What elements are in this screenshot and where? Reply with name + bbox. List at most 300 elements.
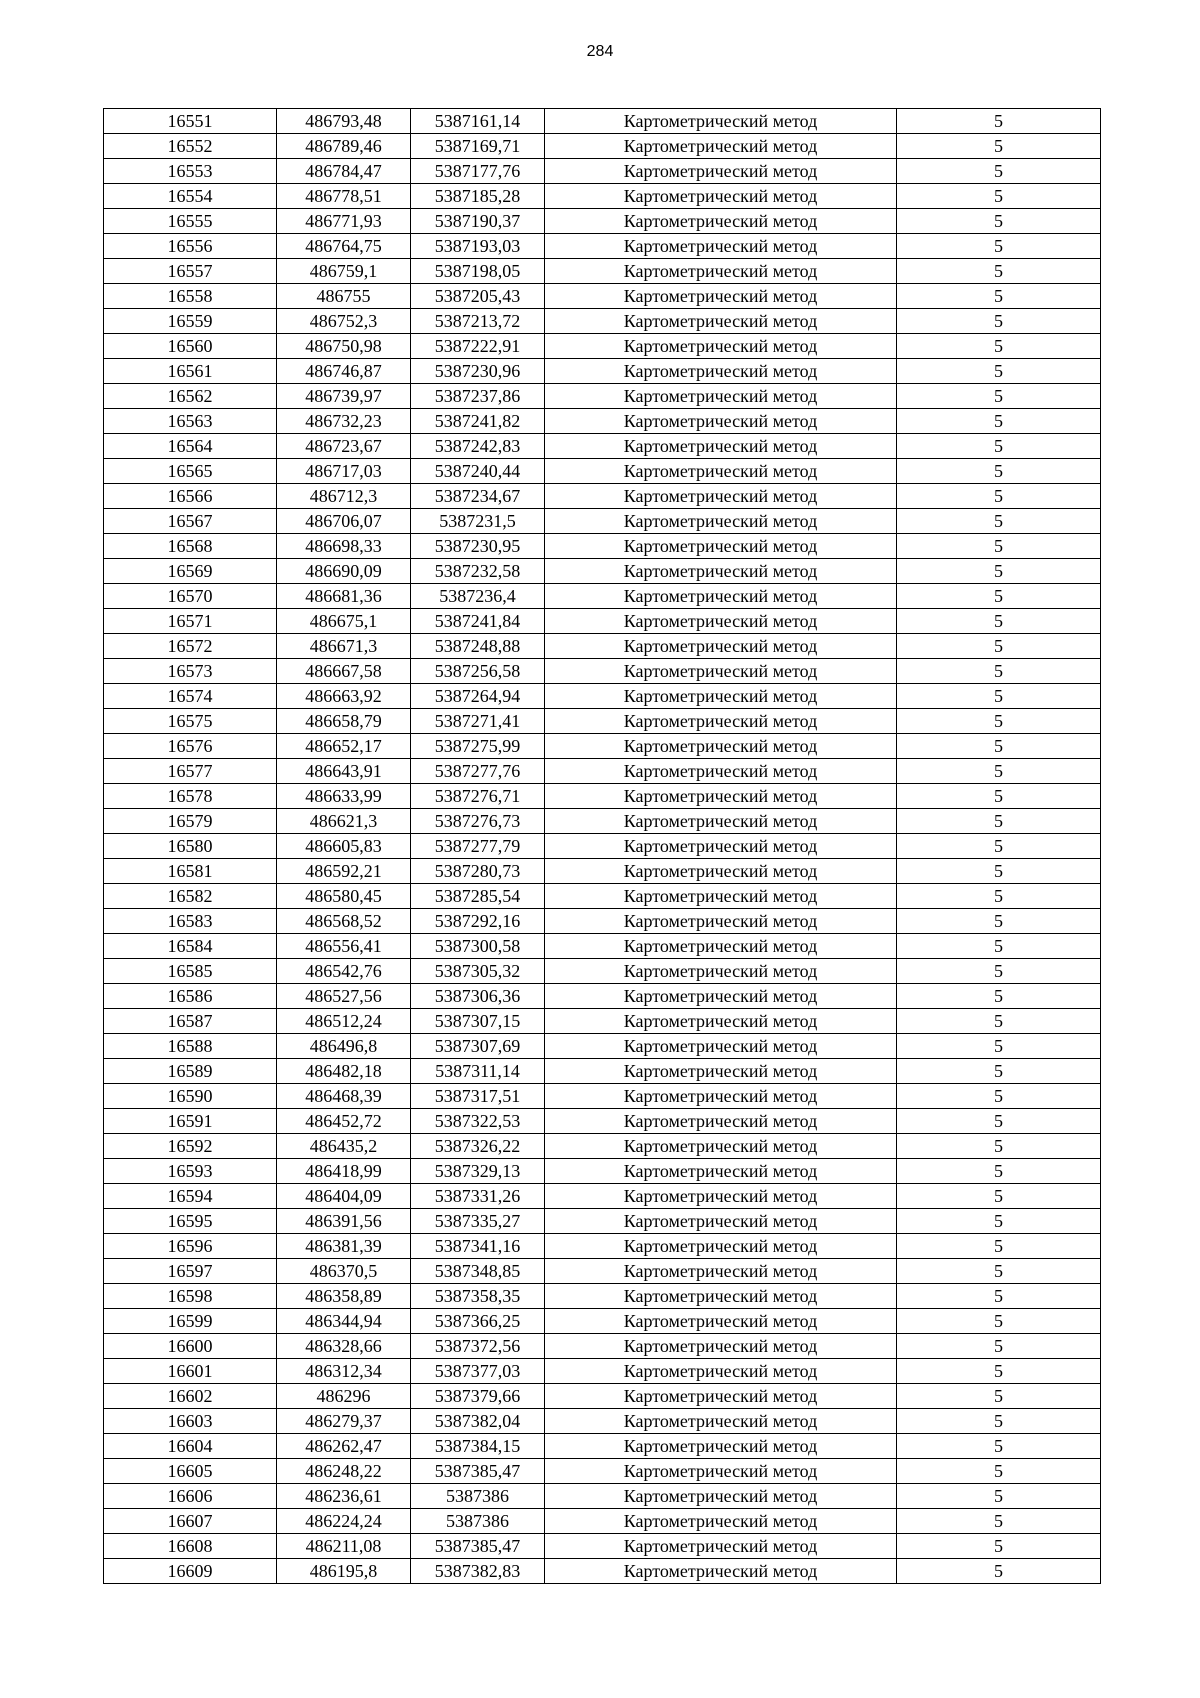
method-cell: Картометрический метод	[545, 284, 897, 309]
accuracy-cell: 5	[897, 1334, 1101, 1359]
method-cell: Картометрический метод	[545, 784, 897, 809]
point-number-cell: 16591	[104, 1109, 277, 1134]
y-coordinate-cell: 5387317,51	[411, 1084, 545, 1109]
accuracy-cell: 5	[897, 609, 1101, 634]
table-row	[104, 259, 1101, 284]
point-number-cell: 16584	[104, 934, 277, 959]
table-row	[104, 1384, 1101, 1409]
method-cell: Картометрический метод	[545, 1184, 897, 1209]
accuracy-cell: 5	[897, 1209, 1101, 1234]
point-number-cell: 16566	[104, 484, 277, 509]
table-row	[104, 409, 1101, 434]
accuracy-cell: 5	[897, 834, 1101, 859]
x-coordinate-cell: 486681,36	[277, 584, 411, 609]
method-cell: Картометрический метод	[545, 609, 897, 634]
y-coordinate-cell: 5387177,76	[411, 159, 545, 184]
x-coordinate-cell: 486723,67	[277, 434, 411, 459]
point-number-cell: 16556	[104, 234, 277, 259]
accuracy-cell: 5	[897, 459, 1101, 484]
accuracy-cell: 5	[897, 709, 1101, 734]
table-row	[104, 1259, 1101, 1284]
x-coordinate-cell: 486759,1	[277, 259, 411, 284]
point-number-cell: 16602	[104, 1384, 277, 1409]
table-row	[104, 1109, 1101, 1134]
accuracy-cell: 5	[897, 234, 1101, 259]
table-row	[104, 284, 1101, 309]
method-cell: Картометрический метод	[545, 434, 897, 459]
accuracy-cell: 5	[897, 1009, 1101, 1034]
table-row	[104, 884, 1101, 909]
point-number-cell: 16580	[104, 834, 277, 859]
point-number-cell: 16553	[104, 159, 277, 184]
table-row	[104, 1434, 1101, 1459]
table-row	[104, 234, 1101, 259]
y-coordinate-cell: 5387382,04	[411, 1409, 545, 1434]
table-row	[104, 434, 1101, 459]
y-coordinate-cell: 5387256,58	[411, 659, 545, 684]
table-row	[104, 1559, 1101, 1584]
x-coordinate-cell: 486621,3	[277, 809, 411, 834]
point-number-cell: 16568	[104, 534, 277, 559]
table-row	[104, 534, 1101, 559]
table-row	[104, 1209, 1101, 1234]
table-row	[104, 634, 1101, 659]
table-row	[104, 834, 1101, 859]
x-coordinate-cell: 486370,5	[277, 1259, 411, 1284]
y-coordinate-cell: 5387326,22	[411, 1134, 545, 1159]
method-cell: Картометрический метод	[545, 559, 897, 584]
accuracy-cell: 5	[897, 1259, 1101, 1284]
table-row	[104, 1009, 1101, 1034]
accuracy-cell: 5	[897, 959, 1101, 984]
method-cell: Картометрический метод	[545, 109, 897, 134]
method-cell: Картометрический метод	[545, 359, 897, 384]
method-cell: Картометрический метод	[545, 1209, 897, 1234]
table-row	[104, 1359, 1101, 1384]
y-coordinate-cell: 5387331,26	[411, 1184, 545, 1209]
y-coordinate-cell: 5387348,85	[411, 1259, 545, 1284]
method-cell: Картометрический метод	[545, 509, 897, 534]
method-cell: Картометрический метод	[545, 1109, 897, 1134]
point-number-cell: 16560	[104, 334, 277, 359]
method-cell: Картометрический метод	[545, 534, 897, 559]
y-coordinate-cell: 5387198,05	[411, 259, 545, 284]
table-row	[104, 734, 1101, 759]
accuracy-cell: 5	[897, 684, 1101, 709]
point-number-cell: 16562	[104, 384, 277, 409]
y-coordinate-cell: 5387384,15	[411, 1434, 545, 1459]
accuracy-cell: 5	[897, 159, 1101, 184]
method-cell: Картометрический метод	[545, 1034, 897, 1059]
y-coordinate-cell: 5387213,72	[411, 309, 545, 334]
point-number-cell: 16588	[104, 1034, 277, 1059]
x-coordinate-cell: 486605,83	[277, 834, 411, 859]
table-row	[104, 384, 1101, 409]
accuracy-cell: 5	[897, 109, 1101, 134]
x-coordinate-cell: 486755	[277, 284, 411, 309]
method-cell: Картометрический метод	[545, 1534, 897, 1559]
method-cell: Картометрический метод	[545, 334, 897, 359]
x-coordinate-cell: 486468,39	[277, 1084, 411, 1109]
method-cell: Картометрический метод	[545, 1384, 897, 1409]
y-coordinate-cell: 5387193,03	[411, 234, 545, 259]
x-coordinate-cell: 486496,8	[277, 1034, 411, 1059]
method-cell: Картометрический метод	[545, 1409, 897, 1434]
point-number-cell: 16563	[104, 409, 277, 434]
y-coordinate-cell: 5387169,71	[411, 134, 545, 159]
method-cell: Картометрический метод	[545, 1134, 897, 1159]
method-cell: Картометрический метод	[545, 584, 897, 609]
accuracy-cell: 5	[897, 659, 1101, 684]
y-coordinate-cell: 5387237,86	[411, 384, 545, 409]
method-cell: Картометрический метод	[545, 1359, 897, 1384]
method-cell: Картометрический метод	[545, 1234, 897, 1259]
accuracy-cell: 5	[897, 359, 1101, 384]
x-coordinate-cell: 486592,21	[277, 859, 411, 884]
y-coordinate-cell: 5387366,25	[411, 1309, 545, 1334]
x-coordinate-cell: 486279,37	[277, 1409, 411, 1434]
table-row	[104, 784, 1101, 809]
x-coordinate-cell: 486764,75	[277, 234, 411, 259]
point-number-cell: 16582	[104, 884, 277, 909]
table-row	[104, 984, 1101, 1009]
method-cell: Картометрический метод	[545, 1459, 897, 1484]
y-coordinate-cell: 5387222,91	[411, 334, 545, 359]
x-coordinate-cell: 486739,97	[277, 384, 411, 409]
point-number-cell: 16587	[104, 1009, 277, 1034]
point-number-cell: 16564	[104, 434, 277, 459]
accuracy-cell: 5	[897, 1409, 1101, 1434]
method-cell: Картометрический метод	[545, 459, 897, 484]
point-number-cell: 16598	[104, 1284, 277, 1309]
accuracy-cell: 5	[897, 1059, 1101, 1084]
x-coordinate-cell: 486542,76	[277, 959, 411, 984]
accuracy-cell: 5	[897, 634, 1101, 659]
method-cell: Картометрический метод	[545, 884, 897, 909]
y-coordinate-cell: 5387372,56	[411, 1334, 545, 1359]
accuracy-cell: 5	[897, 309, 1101, 334]
y-coordinate-cell: 5387386	[411, 1484, 545, 1509]
point-number-cell: 16557	[104, 259, 277, 284]
table-row	[104, 1034, 1101, 1059]
y-coordinate-cell: 5387241,82	[411, 409, 545, 434]
method-cell: Картометрический метод	[545, 1309, 897, 1334]
y-coordinate-cell: 5387305,32	[411, 959, 545, 984]
table-row	[104, 1059, 1101, 1084]
x-coordinate-cell: 486750,98	[277, 334, 411, 359]
x-coordinate-cell: 486712,3	[277, 484, 411, 509]
accuracy-cell: 5	[897, 584, 1101, 609]
x-coordinate-cell: 486568,52	[277, 909, 411, 934]
accuracy-cell: 5	[897, 1134, 1101, 1159]
accuracy-cell: 5	[897, 559, 1101, 584]
point-number-cell: 16583	[104, 909, 277, 934]
point-number-cell: 16578	[104, 784, 277, 809]
table-row	[104, 209, 1101, 234]
point-number-cell: 16559	[104, 309, 277, 334]
y-coordinate-cell: 5387231,5	[411, 509, 545, 534]
table-row	[104, 1309, 1101, 1334]
x-coordinate-cell: 486418,99	[277, 1159, 411, 1184]
y-coordinate-cell: 5387248,88	[411, 634, 545, 659]
y-coordinate-cell: 5387234,67	[411, 484, 545, 509]
accuracy-cell: 5	[897, 884, 1101, 909]
point-number-cell: 16600	[104, 1334, 277, 1359]
point-number-cell: 16579	[104, 809, 277, 834]
table-row	[104, 1134, 1101, 1159]
table-row	[104, 1409, 1101, 1434]
y-coordinate-cell: 5387307,15	[411, 1009, 545, 1034]
y-coordinate-cell: 5387341,16	[411, 1234, 545, 1259]
y-coordinate-cell: 5387277,76	[411, 759, 545, 784]
accuracy-cell: 5	[897, 909, 1101, 934]
table-row	[104, 109, 1101, 134]
point-number-cell: 16585	[104, 959, 277, 984]
coordinates-table-body	[104, 109, 1101, 1584]
accuracy-cell: 5	[897, 259, 1101, 284]
point-number-cell: 16595	[104, 1209, 277, 1234]
x-coordinate-cell: 486404,09	[277, 1184, 411, 1209]
table-row	[104, 1484, 1101, 1509]
y-coordinate-cell: 5387271,41	[411, 709, 545, 734]
accuracy-cell: 5	[897, 409, 1101, 434]
method-cell: Картометрический метод	[545, 659, 897, 684]
y-coordinate-cell: 5387275,99	[411, 734, 545, 759]
table-row	[104, 684, 1101, 709]
accuracy-cell: 5	[897, 134, 1101, 159]
y-coordinate-cell: 5387379,66	[411, 1384, 545, 1409]
method-cell: Картометрический метод	[545, 1484, 897, 1509]
x-coordinate-cell: 486643,91	[277, 759, 411, 784]
table-row	[104, 334, 1101, 359]
point-number-cell: 16558	[104, 284, 277, 309]
y-coordinate-cell: 5387386	[411, 1509, 545, 1534]
y-coordinate-cell: 5387306,36	[411, 984, 545, 1009]
point-number-cell: 16576	[104, 734, 277, 759]
point-number-cell: 16581	[104, 859, 277, 884]
table-row	[104, 859, 1101, 884]
y-coordinate-cell: 5387329,13	[411, 1159, 545, 1184]
x-coordinate-cell: 486746,87	[277, 359, 411, 384]
point-number-cell: 16590	[104, 1084, 277, 1109]
x-coordinate-cell: 486671,3	[277, 634, 411, 659]
x-coordinate-cell: 486312,34	[277, 1359, 411, 1384]
y-coordinate-cell: 5387358,35	[411, 1284, 545, 1309]
x-coordinate-cell: 486789,46	[277, 134, 411, 159]
y-coordinate-cell: 5387311,14	[411, 1059, 545, 1084]
method-cell: Картометрический метод	[545, 259, 897, 284]
point-number-cell: 16574	[104, 684, 277, 709]
accuracy-cell: 5	[897, 1534, 1101, 1559]
accuracy-cell: 5	[897, 209, 1101, 234]
accuracy-cell: 5	[897, 384, 1101, 409]
method-cell: Картометрический метод	[545, 1509, 897, 1534]
method-cell: Картометрический метод	[545, 1559, 897, 1584]
point-number-cell: 16592	[104, 1134, 277, 1159]
accuracy-cell: 5	[897, 859, 1101, 884]
method-cell: Картометрический метод	[545, 1434, 897, 1459]
method-cell: Картометрический метод	[545, 634, 897, 659]
accuracy-cell: 5	[897, 434, 1101, 459]
table-row	[104, 184, 1101, 209]
table-row	[104, 159, 1101, 184]
x-coordinate-cell: 486248,22	[277, 1459, 411, 1484]
point-number-cell: 16608	[104, 1534, 277, 1559]
y-coordinate-cell: 5387285,54	[411, 884, 545, 909]
method-cell: Картометрический метод	[545, 809, 897, 834]
method-cell: Картометрический метод	[545, 684, 897, 709]
point-number-cell: 16565	[104, 459, 277, 484]
accuracy-cell: 5	[897, 1184, 1101, 1209]
table-row	[104, 1234, 1101, 1259]
point-number-cell: 16609	[104, 1559, 277, 1584]
table-row	[104, 1159, 1101, 1184]
point-number-cell: 16575	[104, 709, 277, 734]
method-cell: Картометрический метод	[545, 934, 897, 959]
x-coordinate-cell: 486732,23	[277, 409, 411, 434]
table-row	[104, 359, 1101, 384]
x-coordinate-cell: 486698,33	[277, 534, 411, 559]
y-coordinate-cell: 5387385,47	[411, 1534, 545, 1559]
method-cell: Картометрический метод	[545, 959, 897, 984]
table-row	[104, 659, 1101, 684]
table-row	[104, 959, 1101, 984]
accuracy-cell: 5	[897, 984, 1101, 1009]
x-coordinate-cell: 486358,89	[277, 1284, 411, 1309]
x-coordinate-cell: 486482,18	[277, 1059, 411, 1084]
x-coordinate-cell: 486633,99	[277, 784, 411, 809]
method-cell: Картометрический метод	[545, 409, 897, 434]
table-row	[104, 559, 1101, 584]
point-number-cell: 16571	[104, 609, 277, 634]
table-row	[104, 484, 1101, 509]
table-row	[104, 809, 1101, 834]
point-number-cell: 16551	[104, 109, 277, 134]
point-number-cell: 16589	[104, 1059, 277, 1084]
table-row	[104, 909, 1101, 934]
table-row	[104, 584, 1101, 609]
y-coordinate-cell: 5387276,71	[411, 784, 545, 809]
x-coordinate-cell: 486527,56	[277, 984, 411, 1009]
point-number-cell: 16604	[104, 1434, 277, 1459]
method-cell: Картометрический метод	[545, 309, 897, 334]
point-number-cell: 16552	[104, 134, 277, 159]
accuracy-cell: 5	[897, 1034, 1101, 1059]
method-cell: Картометрический метод	[545, 1259, 897, 1284]
table-row	[104, 1284, 1101, 1309]
method-cell: Картометрический метод	[545, 734, 897, 759]
method-cell: Картометрический метод	[545, 384, 897, 409]
accuracy-cell: 5	[897, 1359, 1101, 1384]
accuracy-cell: 5	[897, 784, 1101, 809]
accuracy-cell: 5	[897, 509, 1101, 534]
x-coordinate-cell: 486328,66	[277, 1334, 411, 1359]
accuracy-cell: 5	[897, 734, 1101, 759]
y-coordinate-cell: 5387190,37	[411, 209, 545, 234]
x-coordinate-cell: 486344,94	[277, 1309, 411, 1334]
y-coordinate-cell: 5387240,44	[411, 459, 545, 484]
y-coordinate-cell: 5387335,27	[411, 1209, 545, 1234]
accuracy-cell: 5	[897, 334, 1101, 359]
method-cell: Картометрический метод	[545, 184, 897, 209]
table-row	[104, 709, 1101, 734]
table-row	[104, 759, 1101, 784]
x-coordinate-cell: 486706,07	[277, 509, 411, 534]
table-row	[104, 1184, 1101, 1209]
x-coordinate-cell: 486512,24	[277, 1009, 411, 1034]
y-coordinate-cell: 5387307,69	[411, 1034, 545, 1059]
table-row	[104, 1084, 1101, 1109]
point-number-cell: 16601	[104, 1359, 277, 1384]
y-coordinate-cell: 5387161,14	[411, 109, 545, 134]
x-coordinate-cell: 486652,17	[277, 734, 411, 759]
accuracy-cell: 5	[897, 1559, 1101, 1584]
table-row	[104, 1534, 1101, 1559]
method-cell: Картометрический метод	[545, 859, 897, 884]
method-cell: Картометрический метод	[545, 834, 897, 859]
table-row	[104, 1334, 1101, 1359]
method-cell: Картометрический метод	[545, 1084, 897, 1109]
point-number-cell: 16597	[104, 1259, 277, 1284]
table-row	[104, 1509, 1101, 1534]
y-coordinate-cell: 5387382,83	[411, 1559, 545, 1584]
y-coordinate-cell: 5387230,95	[411, 534, 545, 559]
y-coordinate-cell: 5387280,73	[411, 859, 545, 884]
y-coordinate-cell: 5387232,58	[411, 559, 545, 584]
point-number-cell: 16599	[104, 1309, 277, 1334]
accuracy-cell: 5	[897, 484, 1101, 509]
accuracy-cell: 5	[897, 1309, 1101, 1334]
table-row	[104, 309, 1101, 334]
method-cell: Картометрический метод	[545, 1009, 897, 1034]
y-coordinate-cell: 5387264,94	[411, 684, 545, 709]
x-coordinate-cell: 486224,24	[277, 1509, 411, 1534]
method-cell: Картометрический метод	[545, 1334, 897, 1359]
y-coordinate-cell: 5387377,03	[411, 1359, 545, 1384]
table-row	[104, 134, 1101, 159]
method-cell: Картометрический метод	[545, 984, 897, 1009]
point-number-cell: 16606	[104, 1484, 277, 1509]
y-coordinate-cell: 5387230,96	[411, 359, 545, 384]
accuracy-cell: 5	[897, 809, 1101, 834]
point-number-cell: 16593	[104, 1159, 277, 1184]
x-coordinate-cell: 486296	[277, 1384, 411, 1409]
y-coordinate-cell: 5387322,53	[411, 1109, 545, 1134]
table-row	[104, 934, 1101, 959]
accuracy-cell: 5	[897, 1159, 1101, 1184]
x-coordinate-cell: 486452,72	[277, 1109, 411, 1134]
x-coordinate-cell: 486435,2	[277, 1134, 411, 1159]
x-coordinate-cell: 486236,61	[277, 1484, 411, 1509]
accuracy-cell: 5	[897, 1109, 1101, 1134]
method-cell: Картометрический метод	[545, 1059, 897, 1084]
x-coordinate-cell: 486556,41	[277, 934, 411, 959]
accuracy-cell: 5	[897, 1084, 1101, 1109]
point-number-cell: 16603	[104, 1409, 277, 1434]
method-cell: Картометрический метод	[545, 759, 897, 784]
method-cell: Картометрический метод	[545, 909, 897, 934]
x-coordinate-cell: 486675,1	[277, 609, 411, 634]
y-coordinate-cell: 5387242,83	[411, 434, 545, 459]
x-coordinate-cell: 486663,92	[277, 684, 411, 709]
accuracy-cell: 5	[897, 534, 1101, 559]
x-coordinate-cell: 486667,58	[277, 659, 411, 684]
point-number-cell: 16572	[104, 634, 277, 659]
x-coordinate-cell: 486391,56	[277, 1209, 411, 1234]
accuracy-cell: 5	[897, 184, 1101, 209]
point-number-cell: 16570	[104, 584, 277, 609]
accuracy-cell: 5	[897, 1434, 1101, 1459]
